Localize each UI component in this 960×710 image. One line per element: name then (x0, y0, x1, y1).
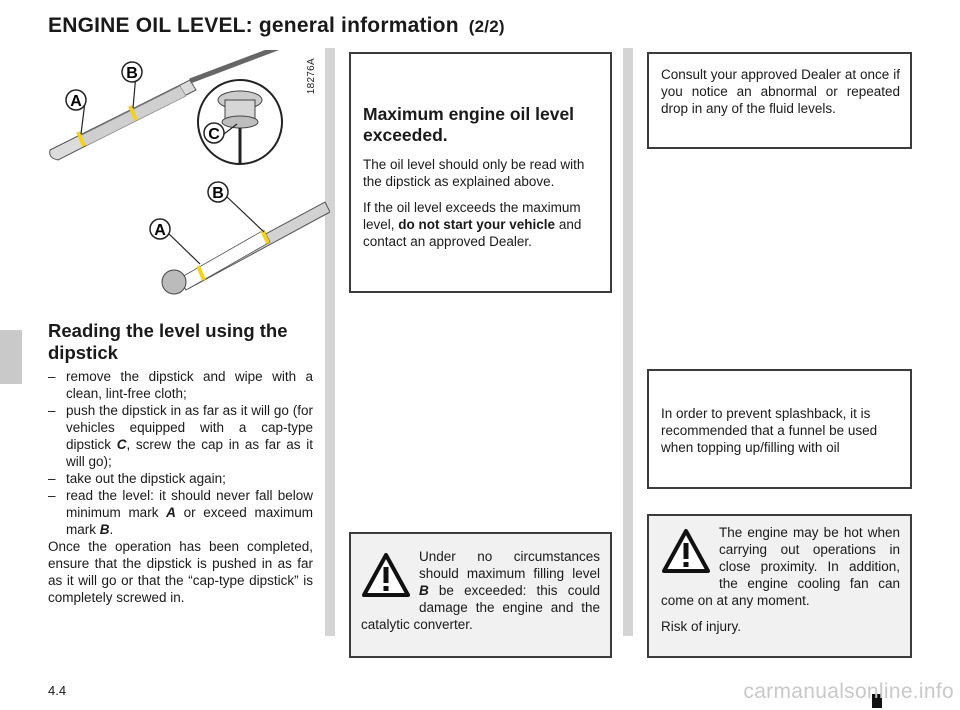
overfill-text-post: be exceeded: this could damage the engine and the catalytic converter. (361, 583, 600, 632)
step-dash: – (48, 369, 56, 384)
step-list (48, 368, 313, 538)
hot-engine-warning-box (647, 514, 912, 658)
max-level-p1: The oil level should only be read with the dipstick as explained above. (363, 157, 585, 189)
dipstick-bottom-drawing (162, 202, 330, 294)
step-item (48, 402, 313, 470)
svg-text:A: A (70, 93, 82, 110)
dipstick-illustration (40, 50, 330, 300)
completion-note: Once the operation has been completed, ensure that the dipstick is pushed in as far as it will go or that the “cap-type dipstick” is completely screwed in. (48, 539, 313, 605)
step-mark-letter: C (116, 437, 127, 452)
step-mark-letter: A (166, 505, 176, 520)
dipstick-top-drawing (50, 50, 325, 160)
svg-text:A: A (154, 222, 166, 239)
label-a-bottom (150, 219, 170, 239)
label-b-top (122, 62, 142, 82)
max-level-p2 (363, 199, 600, 250)
step-text: take out the dipstick again; (66, 471, 226, 486)
label-c (204, 123, 224, 143)
max-level-box (349, 52, 612, 293)
max-level-p2-post: and contact an approved Dealer. (363, 217, 582, 249)
dipstick-cap-drawing (198, 80, 282, 164)
label-a-top (66, 90, 86, 110)
step-item (48, 487, 313, 538)
warning-icon (361, 552, 411, 598)
watermark: carmanualsonline.info (743, 680, 954, 703)
max-level-heading: Maximum engine oil level exceeded. (363, 104, 575, 145)
section-heading: Reading the level using the dipstick (48, 320, 288, 363)
max-level-p2-pre: If the oil level exceeds the maximum level, (363, 200, 581, 232)
dealer-advice-box (647, 52, 912, 149)
illustration-reference: 18276A (306, 58, 317, 95)
funnel-advice-text: In order to prevent splashback, it is recommended that a funnel be used when topping up/filling with oil (661, 406, 878, 455)
svg-text:C: C (208, 126, 220, 143)
step-text: , screw the cap in as far as it will go); (66, 437, 313, 469)
label-b-bottom (208, 182, 228, 202)
overfill-text-pre: Under no circumstances should maximum filling level (419, 549, 600, 581)
step-dash: – (48, 403, 56, 418)
step-text: or exceed maximum mark (66, 505, 313, 537)
dealer-advice-text: Consult your approved Dealer at once if you notice an abnormal or repeated drop in any of the fluid levels. (661, 67, 900, 116)
column-separator-right (623, 48, 633, 636)
chapter-tab (0, 330, 22, 384)
step-text: read the level: it should never fall below minimum mark (66, 488, 313, 520)
page-title (48, 14, 505, 38)
step-dash: – (48, 471, 56, 486)
max-level-p2-bold: do not start your vehicle (398, 217, 556, 232)
overfill-warning-box (349, 532, 612, 658)
step-item (48, 368, 313, 402)
page-title-suffix: (2/2) (468, 17, 505, 36)
hot-engine-text: The engine may be hot when carrying out operations in close proximity. In addition, the engine cooling fan can come on at any moment. (661, 525, 900, 608)
page-number: 4.4 (48, 683, 67, 698)
svg-text:B: B (212, 185, 224, 202)
step-text: . (109, 522, 114, 537)
step-mark-letter: B (99, 522, 110, 537)
warning-icon (661, 528, 711, 574)
step-text: push the dipstick in as far as it will go (for vehicles equipped with a cap-type dipstick (66, 403, 313, 452)
step-dash: – (48, 488, 56, 503)
step-item (48, 470, 313, 487)
step-text: remove the dipstick and wipe with a clean, lint-free cloth; (66, 369, 313, 401)
funnel-advice-box (647, 369, 912, 489)
svg-text:B: B (126, 65, 138, 82)
page-title-text: ENGINE OIL LEVEL: general information (48, 14, 459, 37)
risk-of-injury-text: Risk of injury. (661, 619, 742, 634)
overfill-text-mark: B (419, 583, 429, 598)
